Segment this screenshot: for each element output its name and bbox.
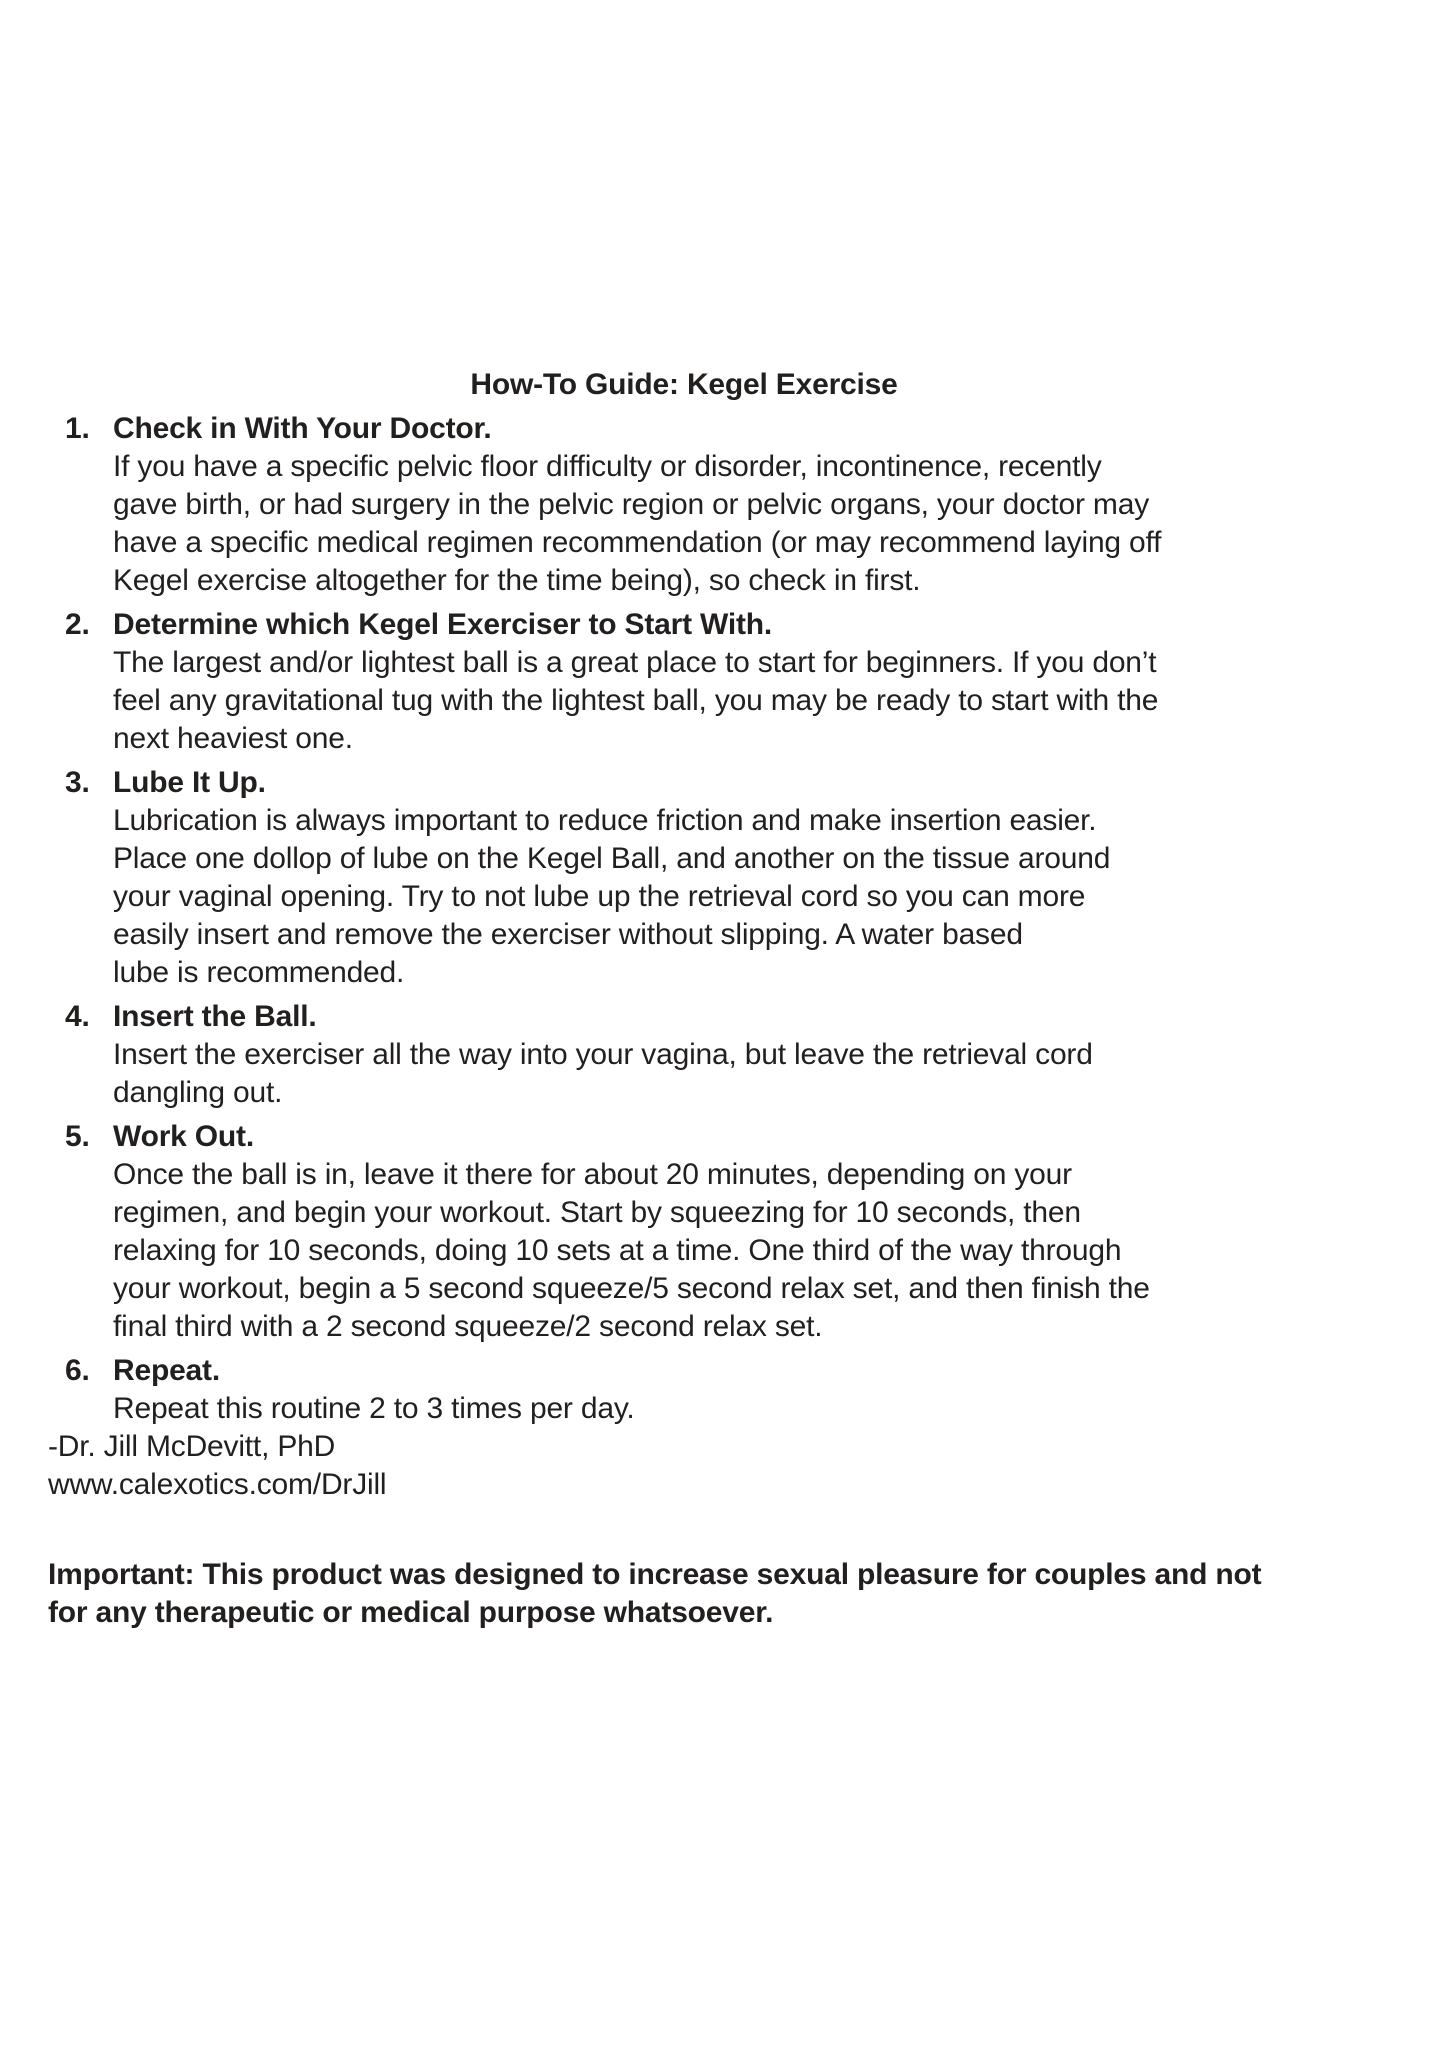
author-line: -Dr. Jill McDevitt, PhD — [48, 1430, 336, 1463]
body-line: dangling out. — [113, 1076, 283, 1109]
body-line: final third with a 2 second squeeze/2 second relax set. — [113, 1310, 823, 1343]
step-heading-row — [65, 410, 1397, 448]
step-body — [113, 1036, 1397, 1112]
step-body — [113, 1156, 1397, 1346]
body-line: gave birth, or had surgery in the pelvic region or pelvic organs, your doctor may — [113, 488, 1149, 521]
step-heading: Insert the Ball. — [113, 1000, 317, 1033]
step-item-5 — [48, 1118, 1397, 1346]
body-line: Lubrication is always important to reduce friction and make insertion easier. — [113, 804, 1097, 837]
body-line: relaxing for 10 seconds, doing 10 sets at a time. One third of the way through — [113, 1234, 1122, 1267]
step-heading-row — [65, 764, 1397, 802]
step-heading-row — [65, 1118, 1397, 1156]
step-heading: Repeat. — [113, 1354, 220, 1387]
step-item-4 — [48, 998, 1397, 1112]
body-line: next heaviest one. — [113, 722, 353, 755]
step-heading-row — [65, 606, 1397, 644]
step-body — [113, 802, 1397, 992]
step-number: 4. — [65, 1000, 90, 1033]
step-heading-row — [65, 1352, 1397, 1390]
step-item-2 — [48, 606, 1397, 758]
body-line: Place one dollop of lube on the Kegel Ball, and another on the tissue around — [113, 842, 1111, 875]
body-line: feel any gravitational tug with the lightest ball, you may be ready to start with the — [113, 684, 1159, 717]
important-line: for any therapeutic or medical purpose whatsoever. — [48, 1596, 774, 1629]
step-number: 1. — [65, 412, 90, 445]
body-line: regimen, and begin your workout. Start by squeezing for 10 seconds, then — [113, 1196, 1081, 1229]
step-number: 3. — [65, 766, 90, 799]
step-heading: Determine which Kegel Exerciser to Start With. — [113, 608, 773, 641]
step-body — [113, 1390, 1397, 1428]
important-line: Important: This product was designed to increase sexual pleasure for couples and not — [48, 1558, 1262, 1591]
body-line: The largest and/or lightest ball is a great place to start for beginners. If you don’t — [113, 646, 1157, 679]
important-notice — [48, 1556, 1397, 1632]
body-line: lube is recommended. — [113, 956, 405, 989]
body-line: your workout, begin a 5 second squeeze/5 second relax set, and then finish the — [113, 1272, 1150, 1305]
step-body — [113, 448, 1397, 600]
body-line: If you have a specific pelvic floor difficulty or disorder, incontinence, recently — [113, 450, 1102, 483]
step-heading: Check in With Your Doctor. — [113, 412, 492, 445]
step-number: 6. — [65, 1354, 90, 1387]
step-item-3 — [48, 764, 1397, 992]
body-line: Once the ball is in, leave it there for about 20 minutes, depending on your — [113, 1158, 1072, 1191]
step-number: 2. — [65, 608, 90, 641]
step-body — [113, 644, 1397, 758]
website-line: www.calexotics.com/DrJill — [48, 1468, 387, 1501]
step-number: 5. — [65, 1120, 90, 1153]
step-heading: Lube It Up. — [113, 766, 266, 799]
step-item-6 — [48, 1352, 1397, 1428]
step-heading: Work Out. — [113, 1120, 254, 1153]
step-heading-row — [65, 998, 1397, 1036]
body-line: Insert the exerciser all the way into your vagina, but leave the retrieval cord — [113, 1038, 1093, 1071]
body-line: Kegel exercise altogether for the time being), so check in first. — [113, 564, 921, 597]
body-line: Repeat this routine 2 to 3 times per day. — [113, 1392, 635, 1425]
page-title: How-To Guide: Kegel Exercise — [470, 368, 898, 401]
body-line: have a specific medical regimen recommendation (or may recommend laying off — [113, 526, 1162, 559]
body-line: your vaginal opening. Try to not lube up the retrieval cord so you can more — [113, 880, 1086, 913]
body-line: easily insert and remove the exerciser without slipping. A water based — [113, 918, 1023, 951]
step-item-1 — [48, 410, 1397, 600]
